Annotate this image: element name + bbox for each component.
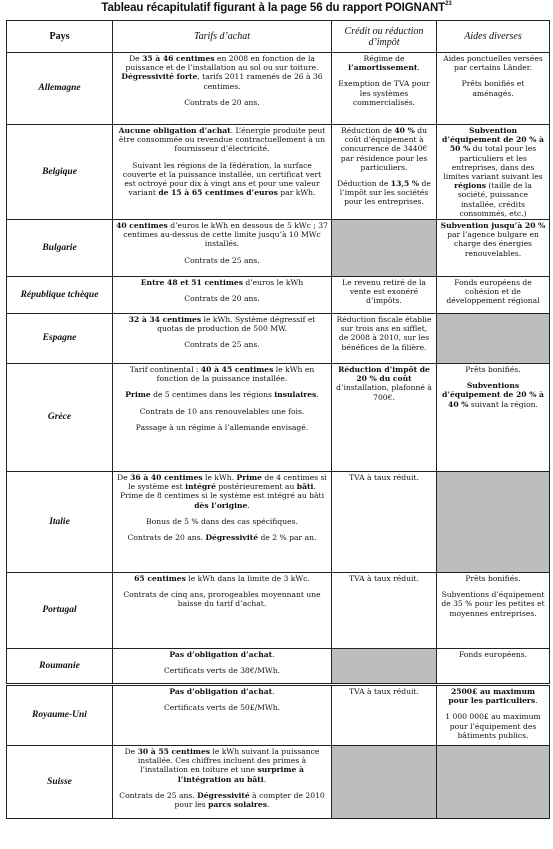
- bold-text: Entre 48 et 51 centimes: [140, 278, 243, 288]
- text: (taille de la société, puissance installée, crédits consommés, etc.): [457, 181, 532, 218]
- text: Contrats de cinq ans, prorogeables moyennant une baisse du tarif d’achat.: [123, 590, 321, 609]
- cell-paragraph: [440, 126, 546, 218]
- aid-cell: [437, 573, 550, 649]
- cell-paragraph: [440, 221, 546, 258]
- bold-text: 35 à 46 centimes: [142, 54, 215, 63]
- tax-cell: [332, 314, 437, 364]
- country-cell: Roumanie: [7, 649, 113, 685]
- cell-paragraph: [335, 79, 433, 107]
- country-cell: Portugal: [7, 573, 113, 649]
- aid-cell: [437, 277, 550, 314]
- text: Contrats de 25 ans.: [184, 340, 260, 350]
- tariffs-cell: [113, 472, 332, 573]
- text: Prêts bonifiés et aménagés.: [461, 79, 525, 98]
- tariffs-cell: [113, 746, 332, 819]
- text: le kWh. Système dégressif et quotas de production de 500 MW.: [157, 315, 316, 334]
- tariffs-cell: [113, 685, 332, 746]
- cell-paragraph: [116, 365, 328, 383]
- bold-text: Dégressivité: [205, 533, 259, 543]
- cell-paragraph: [116, 126, 328, 154]
- aid-cell: [437, 685, 550, 746]
- country-cell: Bulgarie: [7, 220, 113, 277]
- cell-paragraph: [335, 687, 433, 696]
- cell-paragraph: [116, 407, 328, 416]
- summary-table: [6, 20, 550, 819]
- empty-cell: [332, 220, 437, 277]
- bold-text: 30 à 55 centimes: [137, 747, 211, 757]
- bold-text: 36 à 40 centimes: [130, 473, 203, 483]
- cell-paragraph: [335, 315, 433, 352]
- aid-cell: [437, 125, 550, 220]
- text: de 4 centimes si le système est: [128, 473, 327, 492]
- cell-paragraph: [440, 54, 546, 72]
- text: Certificats verts de 50£/MWh.: [163, 703, 281, 713]
- text: Prêts bonifiés.: [465, 574, 521, 584]
- empty-cell: [437, 746, 550, 819]
- text: par l’agence bulgare en charge des énergies renouvelables.: [447, 230, 539, 258]
- text: . Prime de 8 centimes si le système est intégré au bâti: [119, 482, 325, 501]
- tax-cell: [332, 53, 437, 125]
- text: 1 000 000£ au maximum pour l’équipement des bâtiments publics.: [445, 712, 541, 740]
- text: Le revenu retiré de la vente est exonéré d’impôts.: [342, 278, 426, 306]
- tariffs-cell: [113, 277, 332, 314]
- cell-paragraph: [116, 666, 328, 675]
- country-cell: Italie: [7, 472, 113, 573]
- text: le kWh dans la limite de 3 kWc.: [185, 574, 310, 584]
- table-row: [7, 746, 550, 819]
- bold-text: Pas d’obligation d’achat: [169, 687, 273, 697]
- empty-cell: [332, 649, 437, 685]
- text: de l’impôt sur les sociétés pour les entreprises.: [339, 179, 431, 207]
- text: TVA à taux réduit.: [349, 473, 419, 483]
- text: le kWh.: [202, 473, 237, 483]
- aid-cell: [437, 364, 550, 472]
- bold-text: 40 %: [394, 126, 415, 135]
- bold-text: Subvention jusqu’à 20 %: [440, 221, 546, 231]
- aid-cell: [437, 53, 550, 125]
- text: du total pour les particuliers et les entreprises, dans des limites variant suivant les: [443, 144, 543, 182]
- tariffs-cell: [113, 53, 332, 125]
- document-title: [0, 2, 553, 14]
- header-country: Pays: [7, 21, 113, 53]
- text: Contrats de 20 ans.: [184, 294, 260, 304]
- text: Réduction fiscale établie sur trois ans en sifflet, de 2008 à 2010, sur les bénéfices de la filière.: [336, 315, 432, 352]
- text: d’euros le kWh: [242, 278, 304, 288]
- text: Réduction de: [341, 126, 395, 135]
- header-aid: Aides diverses: [437, 21, 550, 53]
- table-row: [7, 573, 550, 649]
- empty-cell: [332, 746, 437, 819]
- text: Certificats verts de 38€/MWh.: [163, 666, 281, 676]
- text: . L’énergie produite peut être consommée ou revendue contractuellement à un fournisseur d’électricité.: [118, 126, 326, 154]
- table-row: [7, 472, 550, 573]
- text: de 5 centimes dans les régions: [150, 390, 275, 400]
- bold-text: surprime à l’intégration au bâti: [177, 765, 304, 784]
- text: d’euros le kWh en dessous de 5 kWc ; 37 centimes au-dessus de cette limite jusqu’à 10 MWc installés.: [123, 221, 328, 249]
- table-row: [7, 364, 550, 472]
- tariffs-cell: [113, 364, 332, 472]
- text: Régime de: [363, 54, 405, 63]
- text: .: [417, 63, 420, 73]
- text: postérieurement au: [216, 482, 297, 492]
- text: Fonds européens.: [458, 650, 528, 660]
- text: Contrats de 25 ans.: [184, 255, 260, 265]
- cell-paragraph: [440, 712, 546, 740]
- tax-cell: [332, 685, 437, 746]
- text: Prêts bonifiés.: [465, 365, 521, 375]
- table-row: [7, 649, 550, 685]
- text: Contrats de 10 ans renouvelables une fois.: [139, 406, 305, 416]
- aid-cell: [437, 220, 550, 277]
- text: .: [316, 390, 319, 400]
- text: Exemption de TVA pour les systèmes commercialisés.: [338, 79, 430, 107]
- text: .: [535, 696, 538, 706]
- table-row: [7, 53, 550, 125]
- text: .: [272, 687, 275, 697]
- table-row: [7, 314, 550, 364]
- tariffs-cell: [113, 125, 332, 220]
- tariffs-cell: [113, 573, 332, 649]
- table-row: [7, 685, 550, 746]
- text: De: [124, 747, 138, 757]
- cell-paragraph: [116, 221, 328, 249]
- text: De: [117, 473, 131, 483]
- text: Aides ponctuelles versées par certains Länder.: [443, 54, 543, 73]
- tax-cell: [332, 472, 437, 573]
- cell-paragraph: [440, 79, 546, 97]
- cell-paragraph: [116, 390, 328, 399]
- bold-text: régions: [454, 181, 486, 191]
- text: .: [267, 800, 270, 810]
- bold-text: 13,5 %: [390, 179, 420, 189]
- country-cell: République tchèque: [7, 277, 113, 314]
- cell-paragraph: [116, 791, 328, 809]
- text: .: [247, 500, 250, 510]
- cell-paragraph: [116, 650, 328, 659]
- cell-paragraph: [116, 98, 328, 107]
- text: par kWh.: [277, 188, 316, 198]
- tax-cell: [332, 364, 437, 472]
- tariffs-cell: [113, 314, 332, 364]
- cell-paragraph: [440, 278, 546, 306]
- table-row: [7, 125, 550, 220]
- table-row: [7, 220, 550, 277]
- text: de 2 % par an.: [258, 533, 317, 543]
- text: Fonds européens de cohésion et de développement régional: [446, 278, 540, 306]
- country-cell: Allemagne: [7, 53, 113, 125]
- cell-paragraph: [335, 54, 433, 72]
- cell-paragraph: [440, 574, 546, 583]
- bold-text: bâti: [296, 482, 314, 492]
- text: .: [272, 650, 275, 660]
- text: en 2008 en fonction de la puissance et de l’installation au sol ou sur toiture.: [125, 54, 319, 73]
- bold-text: insulaires: [274, 390, 317, 400]
- bold-text: Réduction d’impôt de 20 % du coût: [338, 365, 430, 384]
- text: Déduction de: [337, 179, 391, 189]
- text: Contrats de 20 ans.: [184, 97, 260, 107]
- cell-paragraph: [116, 256, 328, 265]
- text: Contrats de 20 ans.: [127, 533, 206, 543]
- country-cell: Grèce: [7, 364, 113, 472]
- text: De: [129, 54, 143, 63]
- header-tax: Crédit ou réduction d’impôt: [332, 21, 437, 53]
- cell-paragraph: [116, 473, 328, 510]
- cell-paragraph: [440, 687, 546, 705]
- cell-paragraph: [116, 54, 328, 91]
- cell-paragraph: [440, 590, 546, 618]
- cell-paragraph: [116, 703, 328, 712]
- bold-text: Pas d’obligation d’achat: [169, 650, 273, 660]
- cell-paragraph: [335, 278, 433, 306]
- cell-paragraph: [335, 574, 433, 583]
- bold-text: 2500£ au maximum pour les particuliers: [448, 687, 536, 706]
- tax-cell: [332, 125, 437, 220]
- text: le kWh en fonction de la puissance installée.: [156, 365, 315, 384]
- tax-cell: [332, 277, 437, 314]
- tariffs-cell: [113, 649, 332, 685]
- tax-cell: [332, 573, 437, 649]
- cell-paragraph: [335, 126, 433, 172]
- cell-paragraph: [116, 161, 328, 198]
- cell-paragraph: [116, 590, 328, 608]
- bold-text: intégré: [185, 482, 217, 492]
- title-text: Tableau récapitulatif figurant à la page 56 du rapport POIGNANT: [101, 2, 446, 14]
- bold-text: Dégressivité forte: [121, 72, 198, 82]
- text: Bonus de 5 % dans des cas spécifiques.: [146, 516, 298, 526]
- bold-text: Subvention d’équipement de 20 % à 50 %: [442, 126, 544, 154]
- bold-text: 32 à 34 centimes: [128, 315, 202, 325]
- text: Suivant les régions de la fédération, la surface couverte et la puissance installée, un certificat vert est octroyé pour dix à vingt ans et pour une valeur variant: [122, 160, 322, 198]
- table-body: [7, 53, 550, 819]
- text: Contrats de 25 ans.: [119, 790, 198, 800]
- cell-paragraph: [335, 473, 433, 482]
- bold-text: Prime: [125, 390, 151, 400]
- country-cell: Espagne: [7, 314, 113, 364]
- tariffs-cell: [113, 220, 332, 277]
- header-tariffs: Tarifs d’achat: [113, 21, 332, 53]
- table-row: [7, 277, 550, 314]
- cell-paragraph: [116, 340, 328, 349]
- empty-cell: [437, 472, 550, 573]
- header-row: [7, 21, 550, 53]
- bold-text: de 15 à 65 centimes d’euros: [158, 188, 278, 198]
- text: d’installation, plafonné à 700€.: [336, 383, 432, 402]
- text: suivant la région.: [468, 399, 538, 409]
- text: TVA à taux réduit.: [349, 687, 419, 697]
- empty-cell: [437, 314, 550, 364]
- bold-text: 40 centimes: [116, 221, 168, 231]
- bold-text: Prime: [236, 473, 262, 483]
- country-cell: Royaume-Uni: [7, 685, 113, 746]
- text: le kWh suivant la puissance installée. Ces chiffres incluent des primes à l’installation en toiture et une: [137, 747, 320, 775]
- text: Tarif continental :: [129, 365, 201, 375]
- text: à compter de 2010 pour les: [174, 790, 325, 810]
- cell-paragraph: [116, 517, 328, 526]
- bold-text: Aucune obligation d’achat: [118, 126, 231, 135]
- cell-paragraph: [116, 574, 328, 583]
- cell-paragraph: [116, 747, 328, 784]
- bold-text: Dégressivité: [197, 790, 250, 800]
- cell-paragraph: [116, 294, 328, 303]
- bold-text: dès l’origine: [194, 500, 248, 510]
- text: Subventions d’équipement de 35 % pour les petites et moyennes entreprises.: [441, 590, 545, 618]
- cell-paragraph: [116, 687, 328, 696]
- cell-paragraph: [116, 278, 328, 287]
- text: TVA à taux réduit.: [349, 574, 419, 584]
- text: Passage à un régime à l’allemande envisagé.: [135, 422, 309, 432]
- text: du coût d’équipement à concurrence de 3440€ par résidence pour les particuliers.: [340, 126, 428, 172]
- cell-paragraph: [440, 381, 546, 409]
- cell-paragraph: [116, 423, 328, 432]
- text: , tarifs 2011 ramenés de 26 à 36 centimes.: [197, 72, 323, 91]
- aid-cell: [437, 649, 550, 685]
- cell-paragraph: [116, 533, 328, 542]
- cell-paragraph: [335, 365, 433, 402]
- footnote-ref: 23: [445, 1, 452, 7]
- cell-paragraph: [116, 315, 328, 333]
- cell-paragraph: [440, 365, 546, 374]
- country-cell: Belgique: [7, 125, 113, 220]
- cell-paragraph: [440, 650, 546, 659]
- cell-paragraph: [335, 179, 433, 207]
- text: .: [263, 774, 267, 784]
- bold-text: 40 à 45 centimes: [200, 365, 274, 375]
- country-cell: Suisse: [7, 746, 113, 819]
- bold-text: parcs solaires: [208, 800, 268, 810]
- bold-text: l’amortissement: [348, 63, 418, 73]
- bold-text: 65 centimes: [134, 574, 186, 584]
- bold-text: Subventions d’équipement de 20 % à 40 %: [442, 381, 544, 409]
